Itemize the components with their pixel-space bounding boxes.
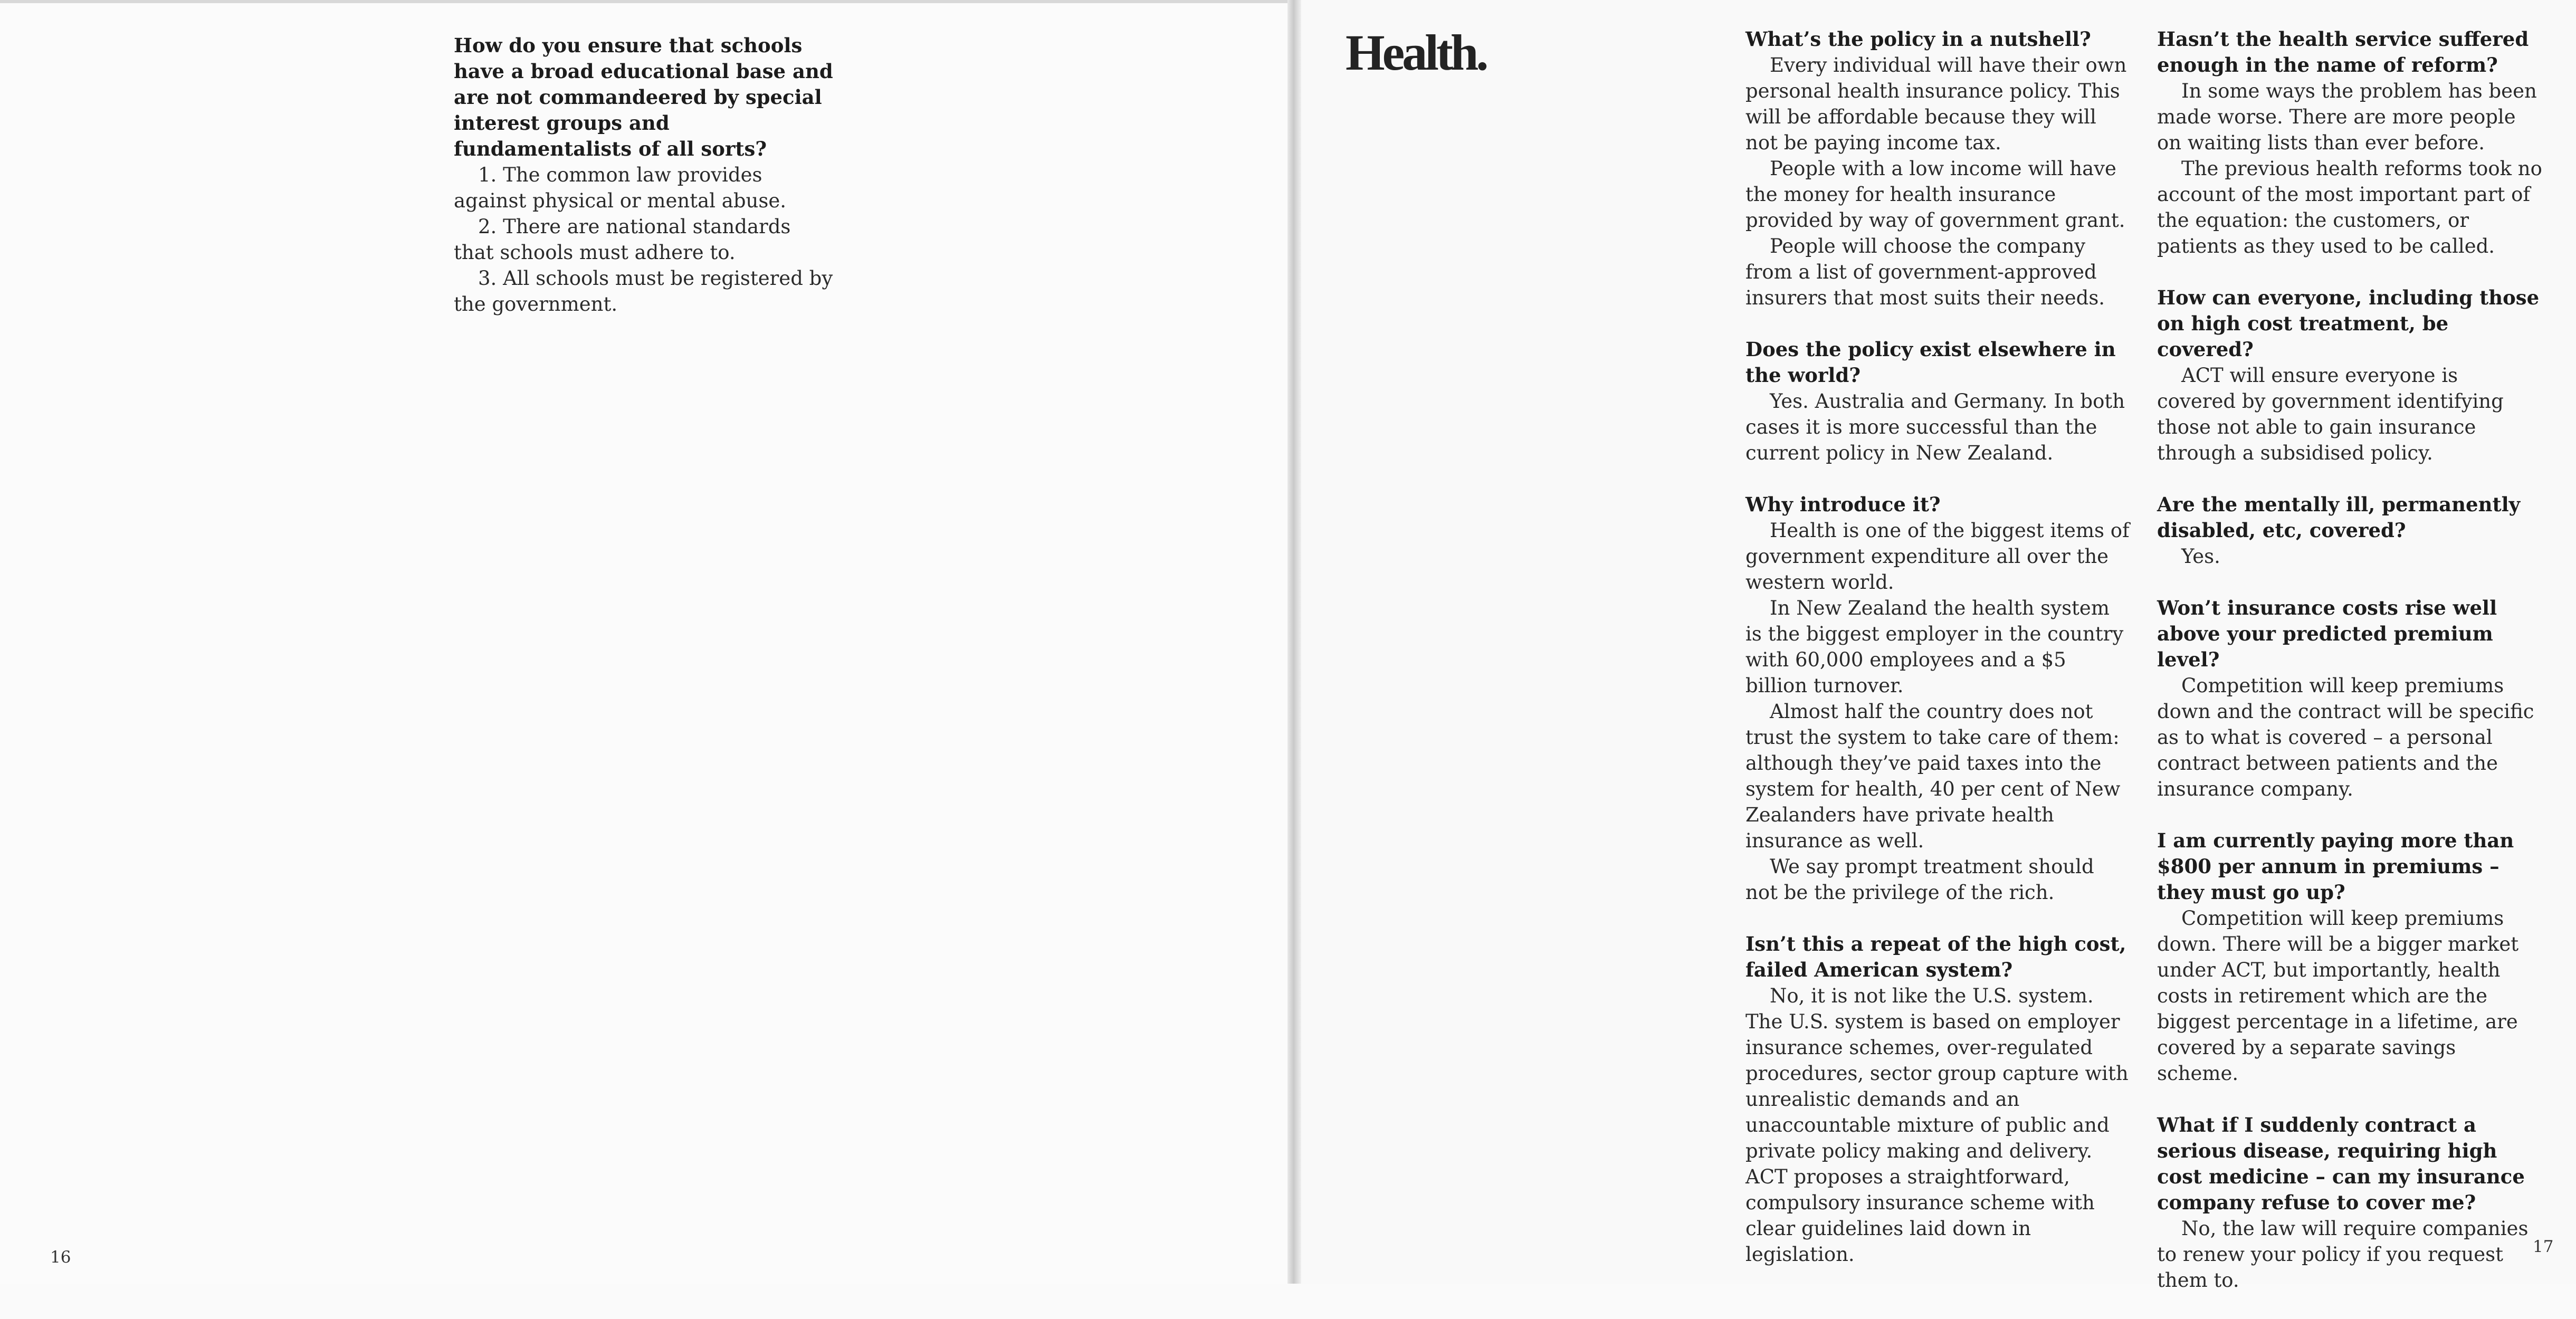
qa-block [2157, 828, 2542, 1086]
answer-paragraph: People with a low income will have the money for health insurance provided by way of government grant. [1745, 157, 2125, 232]
left-page-column [454, 33, 834, 343]
qa-block [1745, 337, 2130, 466]
qa-block [1745, 492, 2130, 905]
answer-paragraph: Every individual will have their own personal health insurance policy. This will be affordable because they will not be paying income tax. [1745, 54, 2127, 154]
answer-paragraph: We say prompt treatment should not be the privilege of the rich. [1745, 855, 2094, 904]
question-heading: Are the mentally ill, permanently disabled, etc, covered? [2157, 493, 2521, 542]
page-number-right: 17 [2533, 1237, 2554, 1256]
answer-paragraph: Yes. Australia and Germany. In both cases it is more successful than the current policy in New Zealand. [1745, 390, 2125, 464]
section-heading: Health. [1346, 24, 1486, 81]
qa-block [1745, 26, 2130, 311]
answer-paragraph: ACT will ensure everyone is covered by government identifying those not able to gain insurance through a subsidised policy. [2157, 364, 2504, 464]
answer-paragraph: Competition will keep premiums down and the contract will be specific as to what is covered – a personal contract between patients and the insurance company. [2157, 674, 2534, 800]
right-page-column-2 [2157, 26, 2542, 1319]
question-heading: Won’t insurance costs rise well above your predicted premium level? [2157, 596, 2497, 671]
question-heading: Why introduce it? [1745, 493, 1941, 516]
qa-block [1745, 931, 2130, 1267]
answer-paragraph: The previous health reforms took no account of the most important part of the equation: the customers, or patients as they used to be called. [2157, 157, 2542, 257]
answer-paragraph: 3. All schools must be registered by the government. [454, 267, 833, 316]
question-heading: Hasn’t the health service suffered enough in the name of reform? [2157, 27, 2529, 77]
page-top-edge [0, 0, 1287, 3]
right-page-column-1 [1745, 26, 2130, 1293]
qa-block [2157, 492, 2542, 569]
qa-block [2157, 595, 2542, 802]
question-heading: Does the policy exist elsewhere in the world? [1745, 338, 2116, 387]
qa-block [2157, 1112, 2542, 1293]
page-number-left: 16 [50, 1248, 71, 1267]
answer-paragraph: Yes. [2181, 545, 2220, 568]
answer-paragraph: 1. The common law provides against physical or mental abuse. [454, 164, 786, 212]
qa-block [2157, 285, 2542, 466]
answer-paragraph: Health is one of the biggest items of government expenditure all over the western world. [1745, 519, 2130, 594]
answer-paragraph: In some ways the problem has been made worse. There are more people on waiting lists than ever before. [2157, 80, 2537, 154]
answer-paragraph: No, it is not like the U.S. system. The U.S. system is based on employer insurance schemes, over-regulated procedures, sector group capture with unrealistic demands and an unaccountable mixture of public and private policy making and delivery. ACT proposes a straightforward, compulsory insurance scheme with clear guidelines laid down in legislation. [1745, 985, 2129, 1266]
answer-paragraph: Almost half the country does not trust the system to take care of them: although they’ve paid taxes into the system for health, 40 per cent of New Zealanders have private health insurance as well. [1745, 700, 2121, 852]
question-heading: What if I suddenly contract a serious disease, requiring high cost medicine – can my insurance company refuse to cover me? [2157, 1113, 2525, 1214]
answer-paragraph: People will choose the company from a list of government-approved insurers that most suits their needs. [1745, 235, 2105, 309]
question-heading: How can everyone, including those on high cost treatment, be covered? [2157, 286, 2540, 361]
question-heading: How do you ensure that schools have a broad educational base and are not commandeered by special interest groups and fundamentalists of all sorts? [454, 34, 833, 160]
question-heading: Isn’t this a repeat of the high cost, failed American system? [1745, 932, 2126, 981]
answer-paragraph: No, the law will require companies to renew your policy if you request them to. [2157, 1217, 2529, 1292]
qa-block [454, 33, 834, 317]
answer-paragraph: 2. There are national standards that schools must adhere to. [454, 215, 791, 264]
question-heading: What’s the policy in a nutshell? [1745, 27, 2091, 51]
book-gutter [1287, 0, 1301, 1284]
answer-paragraph: In New Zealand the health system is the biggest employer in the country with 60,000 employees and a $5 billion turnover. [1745, 597, 2124, 697]
qa-block [2157, 26, 2542, 259]
answer-paragraph: Competition will keep premiums down. There will be a bigger market under ACT, but importantly, health costs in retirement which are the biggest percentage in a lifetime, are covered by a separate savings scheme. [2157, 907, 2519, 1085]
question-heading: I am currently paying more than $800 per annum in premiums – they must go up? [2157, 829, 2514, 904]
